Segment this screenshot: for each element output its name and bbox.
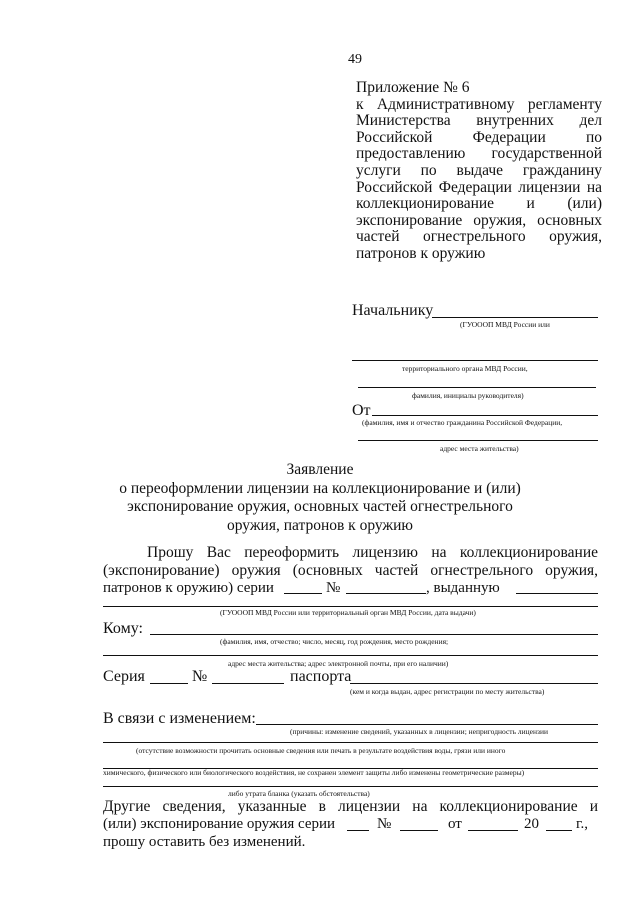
- to-field-line[interactable]: [150, 634, 598, 635]
- appendix-line: предоставлению государственной: [356, 145, 602, 163]
- territorial-field-line[interactable]: [352, 360, 598, 361]
- license-number-field[interactable]: [346, 593, 426, 594]
- statement-subtitle: экспонирование оружия, основных частей огнестрельного: [127, 498, 513, 515]
- other-info-line-3: прошу оставить без изменений.: [103, 834, 306, 850]
- page-number: 49: [348, 52, 362, 67]
- passport-hint: (кем и когда выдан, адрес регистрации по месту жительства): [350, 687, 545, 696]
- territorial-hint: территориального органа МВД России,: [402, 364, 528, 373]
- request-series-label: патронов к оружию) серии: [103, 580, 274, 596]
- other-series-field[interactable]: [347, 830, 369, 831]
- statement-title: Заявление: [286, 461, 354, 478]
- passport-series-field[interactable]: [150, 683, 188, 684]
- other-series-label: (или) экспонирование оружия серии: [103, 816, 336, 832]
- head-name-field-line[interactable]: [358, 387, 596, 388]
- request-line: (экспонирование) оружия (основных частей огнестрельного оружия,: [103, 562, 598, 579]
- passport-number-label: №: [192, 668, 208, 685]
- appendix-line: услуги по выдаче гражданину: [356, 161, 602, 179]
- reasons-hint-4: либо утрата бланка (указать обстоятельства): [228, 789, 370, 798]
- other-date-field[interactable]: [468, 830, 518, 831]
- reasons-hint-2: (отсутствие возможности прочитать основные сведения или печать в результате воздействия воды, грязи или иного: [136, 746, 506, 755]
- reasons-hint: (причины: изменение сведений, указанных в лицензии; непригодность лицензии: [290, 727, 548, 736]
- other-year-field[interactable]: [546, 830, 572, 831]
- issued-by-hint: (ГУОООП МВД России или территориальный орган МВД России, дата выдачи): [220, 608, 476, 617]
- from-field-line[interactable]: [372, 415, 598, 416]
- other-from-label: от: [448, 816, 462, 832]
- address-hint: адрес места жительства): [440, 444, 519, 453]
- appendix-line: Российской Федерации по: [356, 128, 602, 146]
- to-label: Кому:: [103, 620, 143, 637]
- other-number-label: №: [377, 816, 392, 832]
- other-year-suffix: г.,: [576, 816, 588, 832]
- request-paragraph: [103, 544, 598, 580]
- change-label: В связи с изменением:: [103, 710, 256, 727]
- head-name-hint: фамилия, инициалы руководителя): [412, 391, 524, 400]
- issued-field[interactable]: [516, 593, 598, 594]
- other-info-paragraph: [103, 798, 598, 816]
- license-series-field[interactable]: [284, 593, 322, 594]
- change-reason-field[interactable]: [256, 724, 598, 725]
- to-hint: (фамилия, имя, отчество; число, месяц, год рождения, место рождения;: [220, 637, 449, 646]
- change-reason-field-2[interactable]: [103, 742, 598, 743]
- change-reason-field-4[interactable]: [103, 786, 598, 787]
- appendix-line: патронов к оружию: [356, 244, 486, 262]
- appendix-line: Министерства внутренних дел: [356, 112, 602, 130]
- passport-label: паспорта: [290, 668, 352, 685]
- appendix-title: Приложение № 6: [356, 79, 470, 96]
- reasons-hint-3: химического, физического или биологического воздействия, не сохранен элемент защиты либо изменены геометрические размеры): [103, 768, 525, 777]
- license-number-label: №: [326, 580, 341, 596]
- to-address-hint: адрес места жительства; адрес электронной почты, при его наличии): [228, 659, 449, 668]
- passport-series-label: Серия: [103, 668, 145, 685]
- appendix-line: Российской Федерации лицензии на: [356, 178, 602, 196]
- to-address-field-line[interactable]: [103, 655, 598, 656]
- appendix-line: коллекционирование и (или): [356, 195, 602, 213]
- issued-label: , выданную: [426, 580, 500, 596]
- chief-hint: (ГУОООП МВД России или: [460, 320, 550, 329]
- chief-label: Начальнику: [352, 302, 434, 319]
- from-label: От: [352, 402, 371, 419]
- chief-field-line[interactable]: [432, 317, 598, 318]
- request-line: Прошу Вас переоформить лицензию на коллекционирование: [147, 544, 598, 561]
- statement-subtitle: оружия, патронов к оружию: [226, 516, 414, 534]
- other-year-prefix: 20: [524, 816, 539, 832]
- appendix-line: к Административному регламенту: [356, 95, 602, 113]
- other-info-line: Другие сведения, указанные в лицензии на коллекционирование и: [103, 798, 598, 815]
- appendix-line: частей огнестрельного оружия,: [356, 228, 602, 246]
- statement-heading: [0, 461, 640, 535]
- from-hint: (фамилия, имя и отчество гражданина Российской Федерации,: [362, 418, 563, 427]
- appendix-line: экспонирование оружия, основных: [356, 211, 602, 229]
- issued-by-field-line[interactable]: [103, 606, 598, 607]
- address-field-line[interactable]: [358, 440, 598, 441]
- passport-issuer-field[interactable]: [350, 683, 598, 684]
- passport-number-field[interactable]: [212, 683, 284, 684]
- appendix-block: [356, 80, 602, 263]
- statement-subtitle: о переоформлении лицензии на коллекционирование и (или): [119, 479, 521, 497]
- other-number-field[interactable]: [400, 830, 438, 831]
